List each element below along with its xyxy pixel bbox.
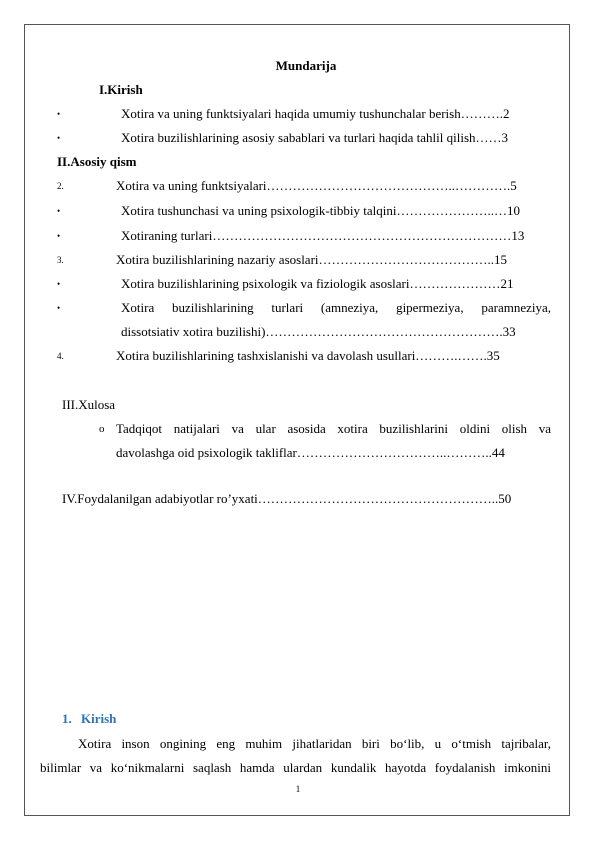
toc-item-number: 4.: [57, 351, 64, 361]
toc-item-line1: Tadqiqot natijalari va ular asosida xotira buzilishlarini oldini olish va: [116, 421, 551, 436]
toc-section-asosiy: II.Asosiy qism: [57, 154, 137, 169]
toc-item: Xotiraning turlari……………………………………………………………13: [121, 228, 525, 243]
bullet-icon: •: [57, 206, 61, 216]
body-paragraph-line2: bilimlar va ko‘nikmalarni saqlash hamda ulardan kundalik hayotda foydalanish imkonini: [40, 760, 551, 775]
sub-bullet-icon: o: [99, 423, 105, 435]
toc-item: Xotira buzilishlarining asosiy sabablari va turlari haqida tahlil qilish……3: [121, 130, 509, 145]
toc-item-line2: davolashga oid psixologik takliflar……………………………..………..44: [116, 445, 505, 460]
toc-section-kirish: I.Kirish: [99, 82, 143, 97]
page-number: 1: [295, 784, 301, 794]
body-paragraph-line1: Xotira inson ongining eng muhim jihatlaridan biri bo‘lib, u o‘tmish tajribalar,: [78, 736, 551, 751]
toc-item-line1: Xotira buzilishlarining turlari (amneziya, gipermeziya, paramneziya,: [121, 300, 551, 315]
toc-item: Xotira va uning funktsiyalari……………………………………..………….5: [116, 178, 517, 193]
bullet-icon: •: [57, 279, 61, 289]
toc-item: Xotira buzilishlarining psixologik va fiziologik asoslari…………………21: [121, 276, 514, 291]
toc-item-number: 3.: [57, 255, 64, 265]
heading-text: Kirish: [81, 711, 117, 726]
toc-item: Xotira buzilishlarining nazariy asoslari…………………………………..15: [116, 252, 508, 267]
toc-section-xulosa: III.Xulosa: [62, 397, 116, 412]
bullet-icon: •: [57, 303, 61, 313]
toc-item: Xotira tushunchasi va uning psixologik-tibbiy talqini…………………..…10: [121, 203, 521, 218]
toc-item: Xotira buzilishlarining tashxislanishi va davolash usullari……….…….35: [116, 348, 500, 363]
toc-item: Xotira va uning funktsiyalari haqida umumiy tushunchalar berish……….2: [121, 106, 510, 121]
bullet-icon: •: [57, 231, 61, 241]
bullet-icon: •: [57, 133, 61, 143]
heading-number: 1.: [62, 711, 72, 726]
toc-item-number: 2.: [57, 181, 64, 191]
toc-title: Mundarija: [275, 58, 337, 73]
toc-section-adabiyotlar: IV.Foydalanilgan adabiyotlar ro’yxati………………………………………………..50: [62, 491, 512, 506]
bullet-icon: •: [57, 109, 61, 119]
toc-item-line2: dissotsiativ xotira buzilishi)……………………………………………….33: [121, 324, 516, 339]
section-heading: [62, 711, 116, 727]
